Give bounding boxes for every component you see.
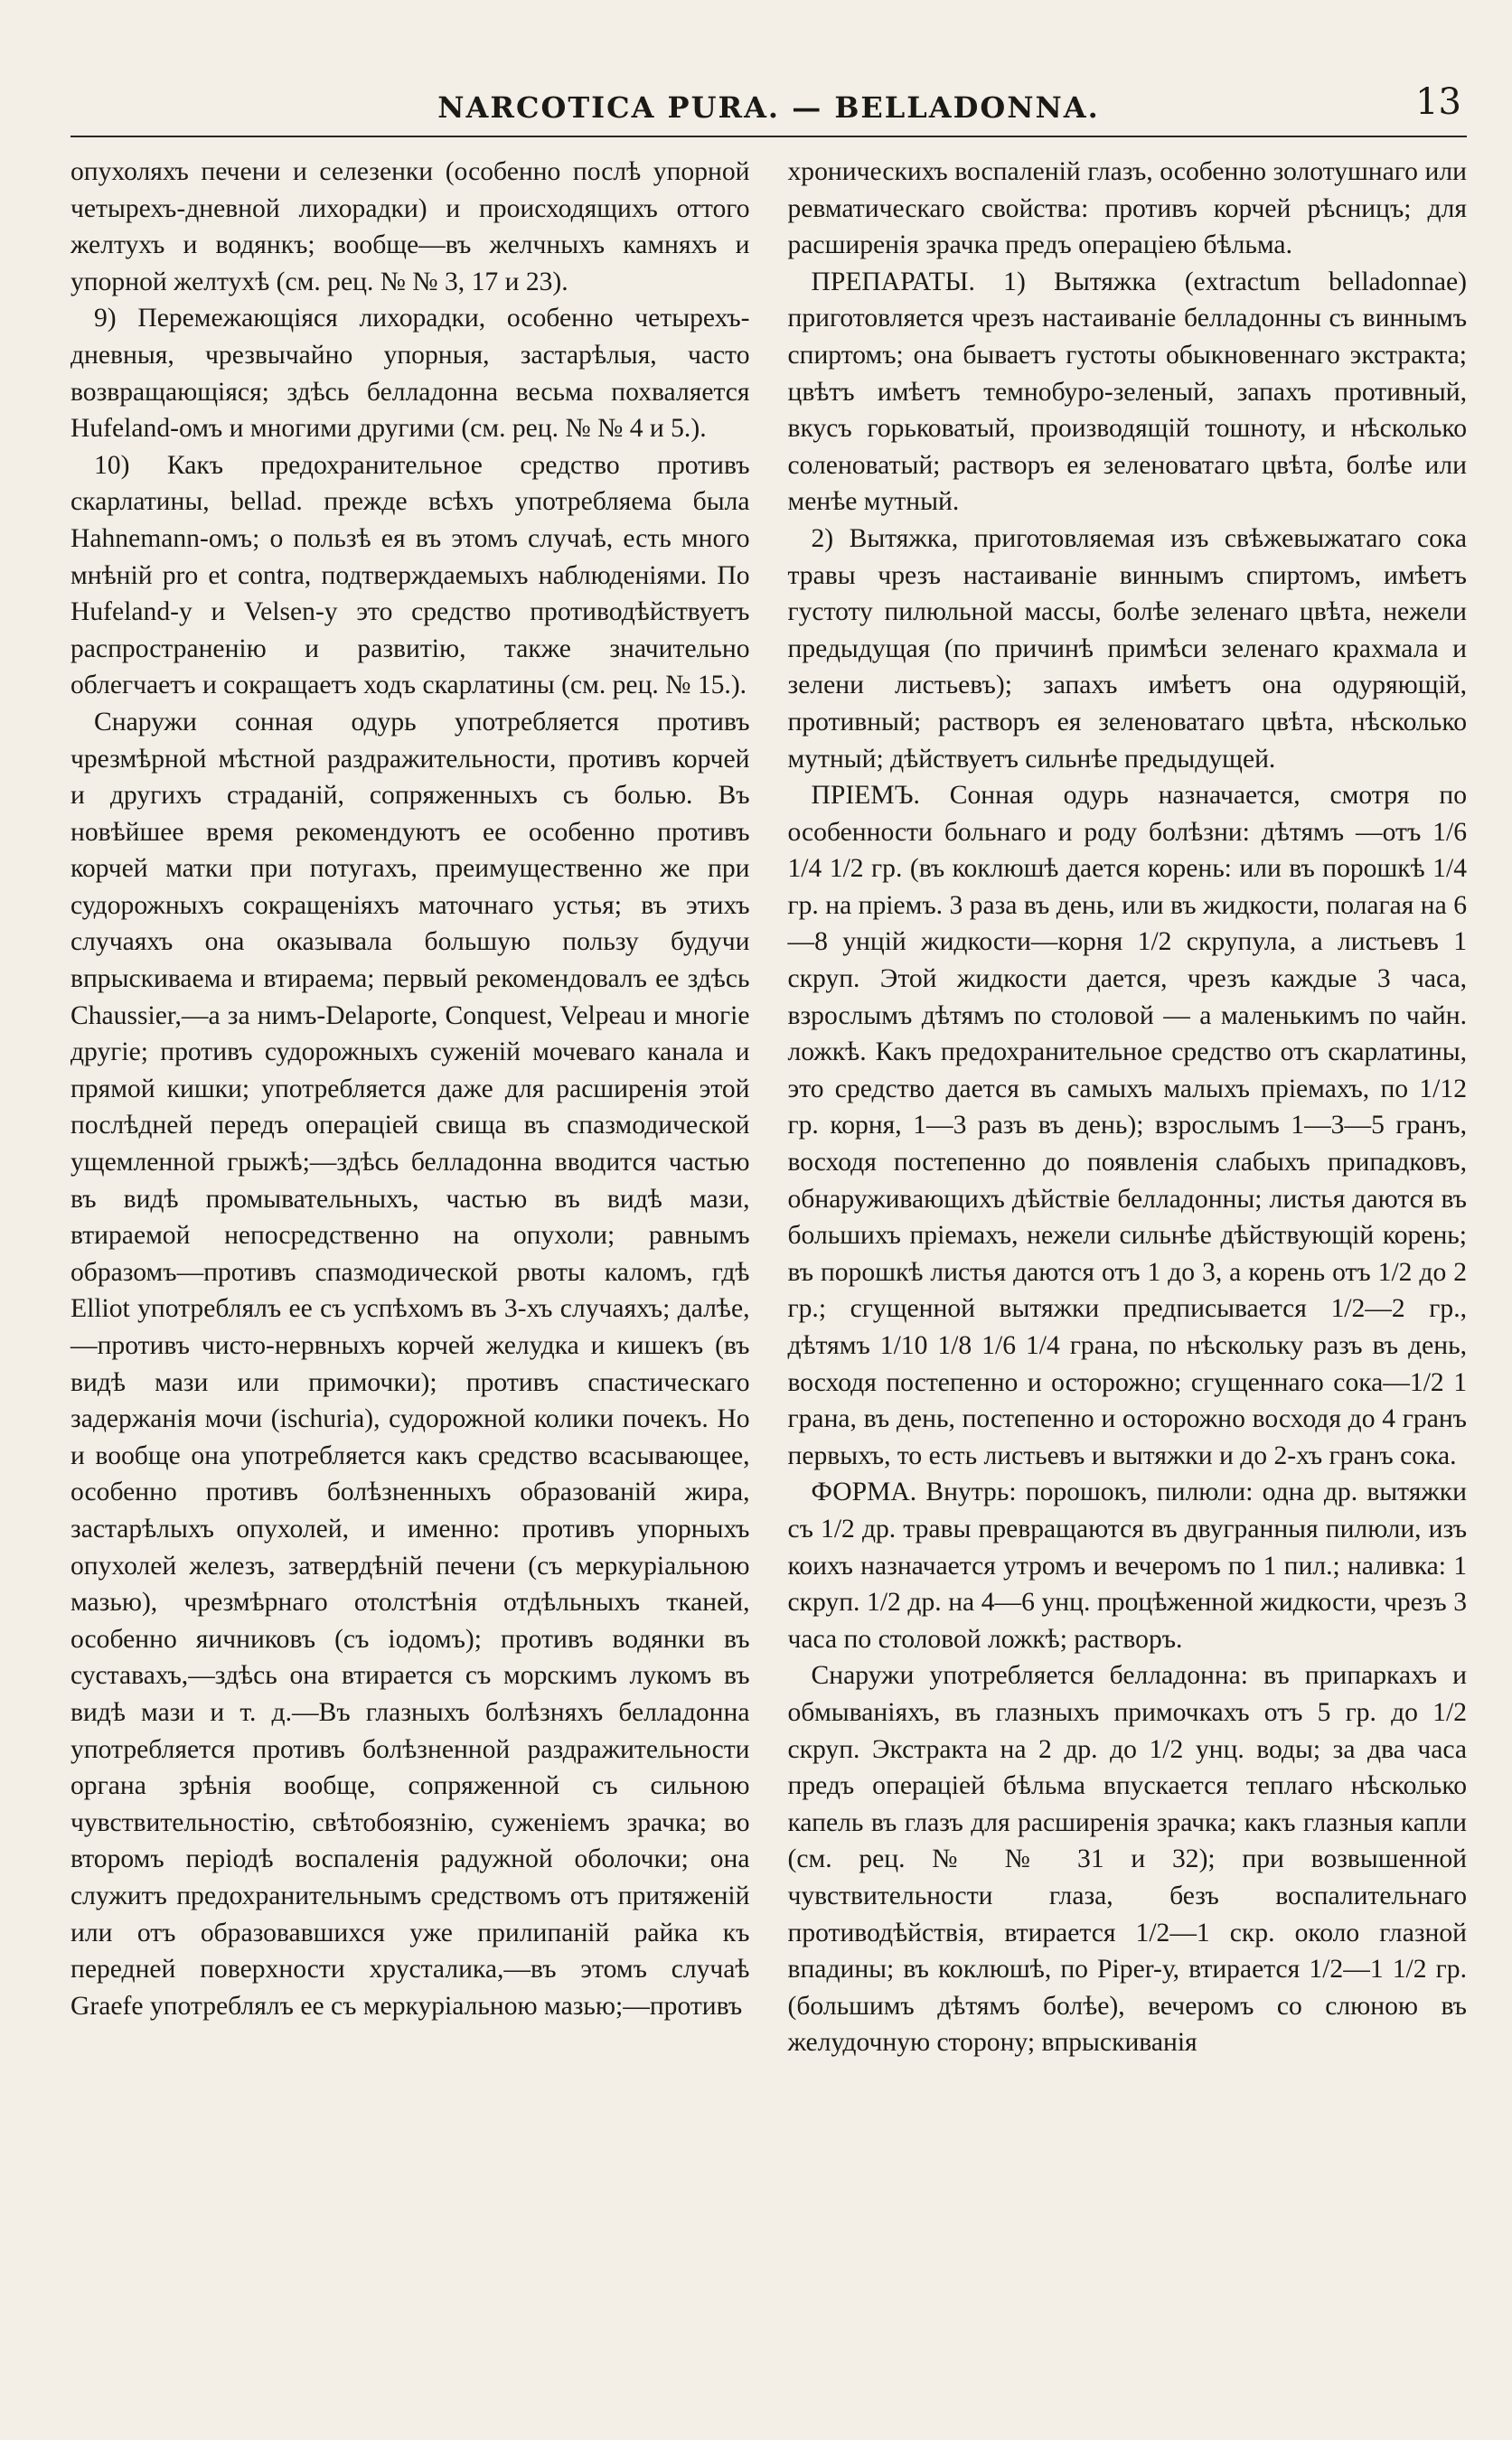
paragraph: Снаружи сонная одурь употребляется противъ чрезмѣрной мѣстной раздражительности, противъ корчей и другихъ страданій, сопряженныхъ съ болью. Въ новѣйшее время рекомендуютъ ее особенно противъ корчей матки при потугахъ, преимущественно же при судорожныхъ сокращеніяхъ маточнаго устья; въ этихъ случаяхъ она оказывала большую пользу будучи впрыскиваема и втираема; первый рекомендовалъ ее здѣсь Chaussier,—а за нимъ-Delaporte, Conquest, Velpeau и многіе другіе; противъ судорожныхъ суженій мочеваго канала и прямой кишки; употребляется даже для расширенія этой послѣдней передъ операціей свища въ спазмодической ущемленной грыжѣ;—здѣсь белладонна вводится частью въ видѣ промывательныхъ, частью въ видѣ мази, втираемой непосредственно на опухоли; равнымъ образомъ—противъ спазмодической рвоты каломъ, гдѣ Elliot употреблялъ ее съ успѣхомъ въ 3-хъ случаяхъ; далѣе,—противъ чисто-нервныхъ корчей желудка и кишекъ (въ видѣ мази или примочки); противъ спастическаго задержанія мочи (ischuria), судорожной колики почекъ. Но и вообще она употребляется какъ средство всасывающее, особенно противъ болѣзненныхъ образованій жира, застарѣлыхъ опухолей, и именно: противъ упорныхъ опухолей железъ, затвердѣній печени (съ меркуріальною мазью), чрезмѣрнаго отолстѣнія отдѣльныхъ тканей, особенно яичниковъ (съ іодомъ); противъ водянки въ суставахъ,—здѣсь она втирается съ морскимъ лукомъ въ видѣ мази и т. д.—Въ глазныхъ болѣзняхъ белладонна употребляется противъ болѣзненной раздражительности органа зрѣнія вообще, сопряженной съ сильною чувствительностію, свѣтобоязнію, суженіемъ зрачка; во второмъ періодѣ воспаленія радужной оболочки; она служитъ предохранительнымъ средствомъ отъ притяженій или отъ образовавшихся уже прилипаній райка къ передней поверхности хрусталика,—въ этомъ случаѣ Graefe употреблялъ ее съ меркуріальною мазью;—противъ	[70, 707, 750, 2021]
page-number: 13	[1415, 81, 1461, 123]
paragraph: ПРІЕМЪ. Сонная одурь назначается, смотря по особенности больнаго и роду болѣзни: дѣтямъ —отъ 1/6 1/4 1/2 гр. (въ коклюшѣ дается корень: или въ порошкѣ 1/4 гр. на пріемъ. 3 раза въ день, или въ жидкости, полагая на 6—8 унцій жидкости—корня 1/2 скрупула, а листьевъ 1 скруп. Этой жидкости дается, чрезъ каждые 3 часа, взрослымъ дѣтямъ по столовой — а маленькимъ по чайн. ложкѣ. Какъ предохранительное средство отъ скарлатины, это средство дается въ самыхъ малыхъ пріемахъ, по 1/12 гр. корня, 1—3 разъ въ день); взрослымъ 1—3—5 гранъ, восходя постепенно до появленія слабыхъ припадковъ, обнаруживающихъ дѣйствіе белладонны; листья даются въ большихъ пріемахъ, нежели сильнѣе дѣйствующій корень; въ порошкѣ листья даются отъ 1 до 3, а корень отъ 1/2 до 2 гр.; сгущенной вытяжки предписывается 1/2—2 гр., дѣтямъ 1/10 1/8 1/6 1/4 грана, по нѣскольку разъ въ день, восходя постепенно и осторожно; сгущеннаго сока—1/2 1 грана, въ день, постепенно и осторожно восходя до 4 гранъ первыхъ, то есть листьевъ и вытяжки и до 2-хъ гранъ сока.	[787, 781, 1467, 1470]
paragraph: ФОРМА. Внутрь: порошокъ, пилюли: одна др. вытяжки съ 1/2 др. травы превращаются въ двугранныя пилюли, изъ коихъ назначается утромъ и вечеромъ по 1 пил.; наливка: 1 скруп. 1/2 др. на 4—6 унц. процѣженной жидкости, чрезъ 3 часа по столовой ложкѣ; растворъ.	[787, 1478, 1467, 1654]
paragraph: 10) Какъ предохранительное средство противъ скарлатины, bellad. прежде всѣхъ употребляема была Hahnemann-омъ; о пользѣ ея въ этомъ случаѣ, есть много мнѣній pro et contra, подтверждаемыхъ наблюденіями. По Hufeland-у и Velsen-у это средство противодѣйствуетъ распространенію и развитію, также значительно облегчаетъ и сокращаетъ ходъ скарлатины (см. рец. № 15.).	[70, 450, 750, 700]
two-column-body	[70, 154, 1467, 2061]
paragraph: ПРЕПАРАТЫ. 1) Вытяжка (extractum belladonnae) приготовляется чрезъ настаиваніе белладонны съ виннымъ спиртомъ; она бываетъ густоты обыкновеннаго экстракта; цвѣтъ имѣетъ темнобуро-зеленый, запахъ противный, вкусъ горьковатый, производящій тошноту, и нѣсколько соленоватый; растворъ ея зеленоватаго цвѣта, болѣе или менѣе мутный.	[787, 267, 1467, 517]
left-column	[70, 154, 750, 2061]
paragraph: 2) Вытяжка, приготовляемая изъ свѣжевыжатаго сока травы чрезъ настаиваніе виннымъ спиртомъ, имѣетъ густоту пилюльной массы, болѣе зеленаго цвѣта, нежели предыдущая (по причинѣ примѣси зеленаго крахмала и зелени листьевъ); запахъ имѣетъ она одуряющій, противный; растворъ ея зеленоватаго цвѣта, нѣсколько мутный; дѣйствуетъ сильнѣе предыдущей.	[787, 523, 1467, 774]
paragraph: опухоляхъ печени и селезенки (особенно послѣ упорной четырехъ-дневной лихорадки) и происходящихъ оттого желтухъ и водянкъ; вообще—въ желчныхъ камняхъ и упорной желтухѣ (см. рец. № № 3, 17 и 23).	[70, 157, 750, 296]
running-header	[70, 81, 1467, 137]
paragraph: Снаружи употребляется белладонна: въ припаркахъ и обмываніяхъ, въ глазныхъ примочкахъ отъ 5 гр. до 1/2 скруп. Экстракта на 2 др. до 1/2 унц. воды; за два часа предъ операціей бѣльма впускается теплаго нѣсколько капель въ глазъ для расширенія зрачка; какъ глазныя капли (см. рец. № № 31 и 32); при возвышенной чувствительности глаза, безъ воспалительнаго противодѣйствія, втирается 1/2—1 скр. около глазной впадины; въ коклюшѣ, по Piper-у, втирается 1/2—1 1/2 гр. (большимъ дѣтямъ болѣе), вечеромъ со слюною въ желудочную сторону; впрыскиванія	[787, 1661, 1467, 2058]
paragraph: хроническихъ воспаленій глазъ, особенно золотушнаго или ревматическаго свойства: противъ корчей рѣсницъ; для расширенія зрачка предъ операціею бѣльма.	[787, 157, 1467, 260]
paragraph: 9) Перемежающіяся лихорадки, особенно четырехъ-дневныя, чрезвычайно упорныя, застарѣлыя, часто возвращающіяся; здѣсь белладонна весьма похваляется Hufeland-омъ и многими другими (см. рец. № № 4 и 5.).	[70, 304, 750, 444]
right-column	[788, 154, 1468, 2061]
running-title: NARCOTICA PURA. — BELLADONNA.	[437, 90, 1100, 125]
